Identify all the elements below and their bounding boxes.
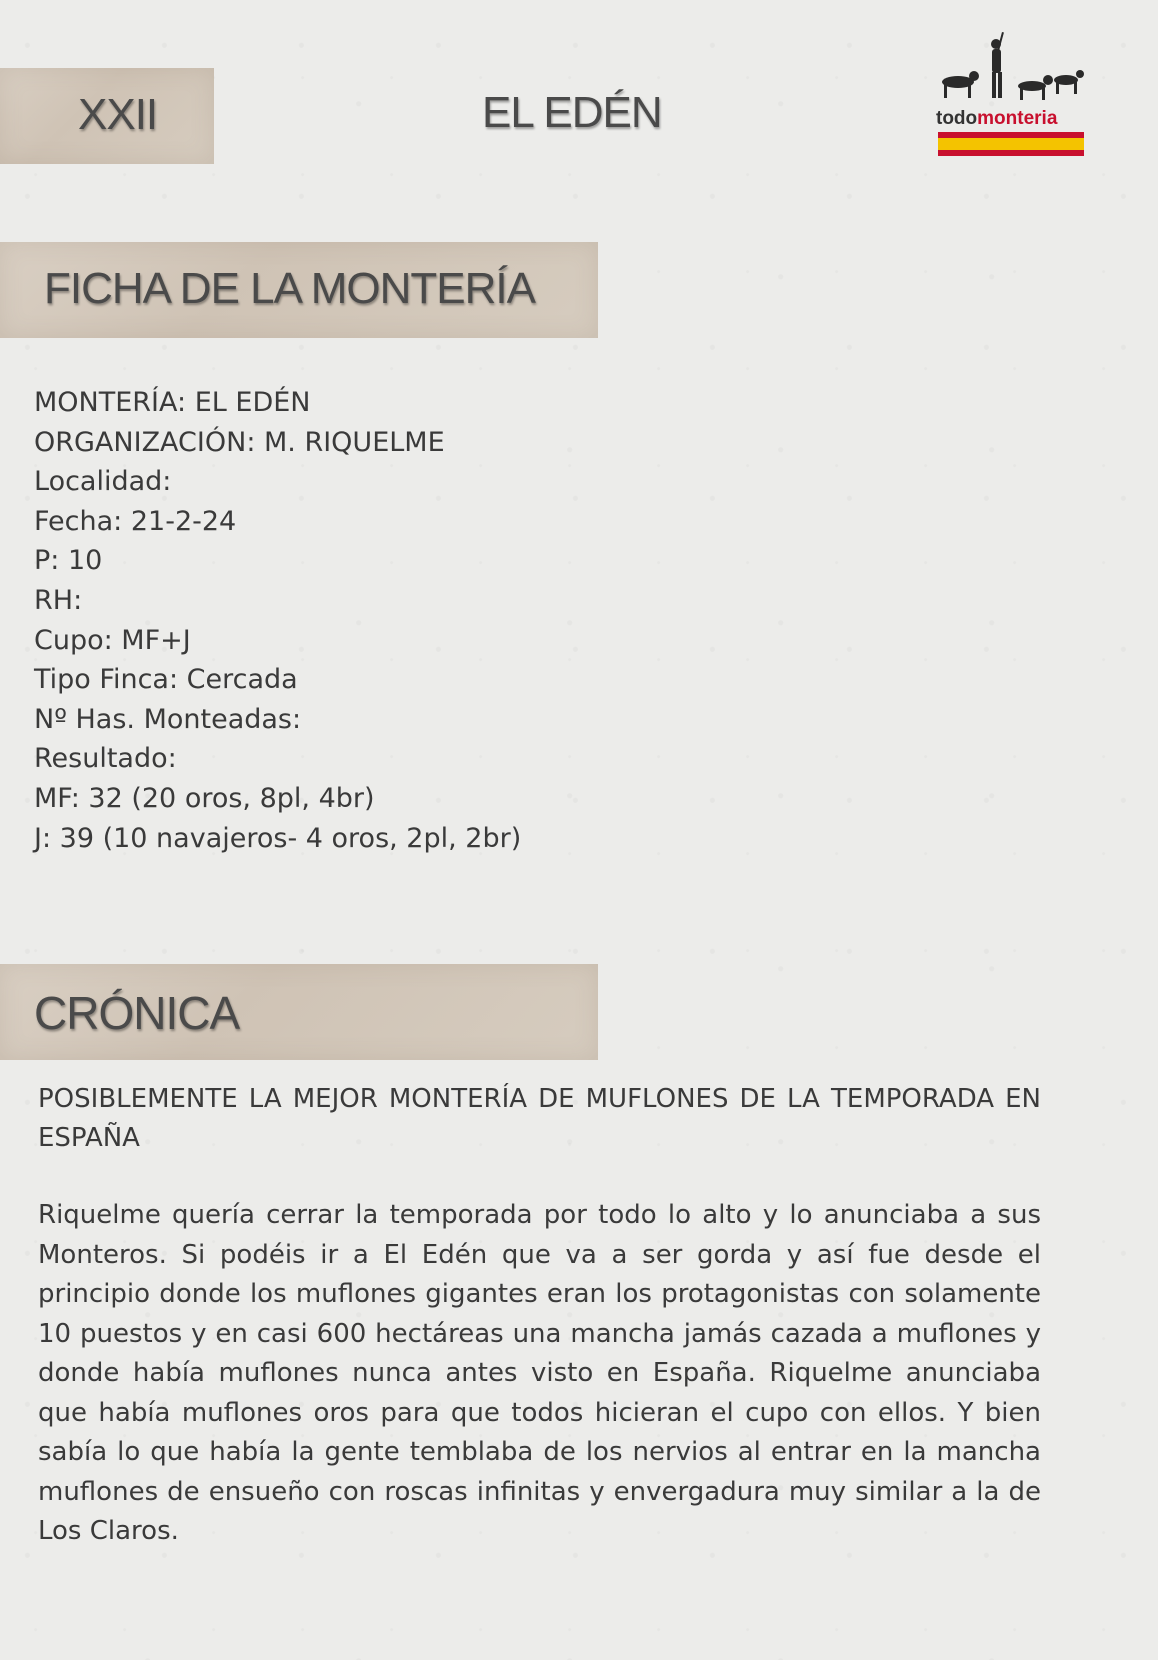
cronica-section	[38, 1080, 1041, 1552]
ficha-heading-tag	[0, 242, 598, 338]
ficha-line: Nº Has. Monteadas:	[34, 703, 302, 735]
cronica-lead: POSIBLEMENTE LA MEJOR MONTERÍA DE MUFLONES DE LA TEMPORADA EN ESPAÑA	[38, 1084, 1041, 1153]
cronica-heading-tag	[0, 964, 598, 1060]
ficha-line: Tipo Finca: Cercada	[34, 664, 298, 696]
spain-flag-bar	[938, 132, 1084, 156]
ficha-line: Localidad:	[34, 466, 172, 498]
ficha-heading: FICHA DE LA MONTERÍA	[44, 264, 535, 313]
ficha-line: Resultado:	[34, 743, 177, 775]
ficha-line: P: 10	[34, 545, 103, 577]
chapter-number: XXII	[78, 90, 158, 139]
cronica-heading: CRÓNICA	[34, 987, 240, 1039]
ficha-line: MF: 32 (20 oros, 8pl, 4br)	[34, 782, 375, 814]
ficha-line: MONTERÍA: EL EDÉN	[34, 387, 311, 418]
cronica-body: Riquelme quería cerrar la temporada por todo lo alto y lo anunciaba a sus Monteros. Si podéis ir a El Edén que va a ser gorda y así fue desde el principio donde los muflones gigantes eran los protagonistas con solamente 10 puestos y en casi 600 hectáreas una mancha jamás cazada a muflones y donde había muflones nunca antes visto en España. Riquelme anunciaba que había muflones oros para que todos hicieran el cupo con ellos. Y bien sabía lo que había la gente temblaba de los nervios al entrar en la mancha muflones de ensueño con roscas infinitas y envergadura muy similar a la de Los Claros.	[38, 1200, 1041, 1546]
page-title: EL EDÉN	[482, 88, 662, 137]
ficha-details	[34, 383, 521, 858]
chapter-number-tag	[0, 68, 214, 164]
hunter-with-dogs-icon	[936, 30, 1086, 108]
todomonteria-logo	[936, 30, 1086, 162]
ficha-line: ORGANIZACIÓN: M. RIQUELME	[34, 426, 445, 458]
ficha-line: Fecha: 21-2-24	[34, 505, 237, 537]
ficha-line: RH:	[34, 584, 83, 616]
logo-wordmark: todomonteria	[936, 108, 1058, 129]
ficha-line: J: 39 (10 navajeros- 4 oros, 2pl, 2br)	[34, 822, 522, 854]
ficha-line: Cupo: MF+J	[34, 624, 191, 656]
